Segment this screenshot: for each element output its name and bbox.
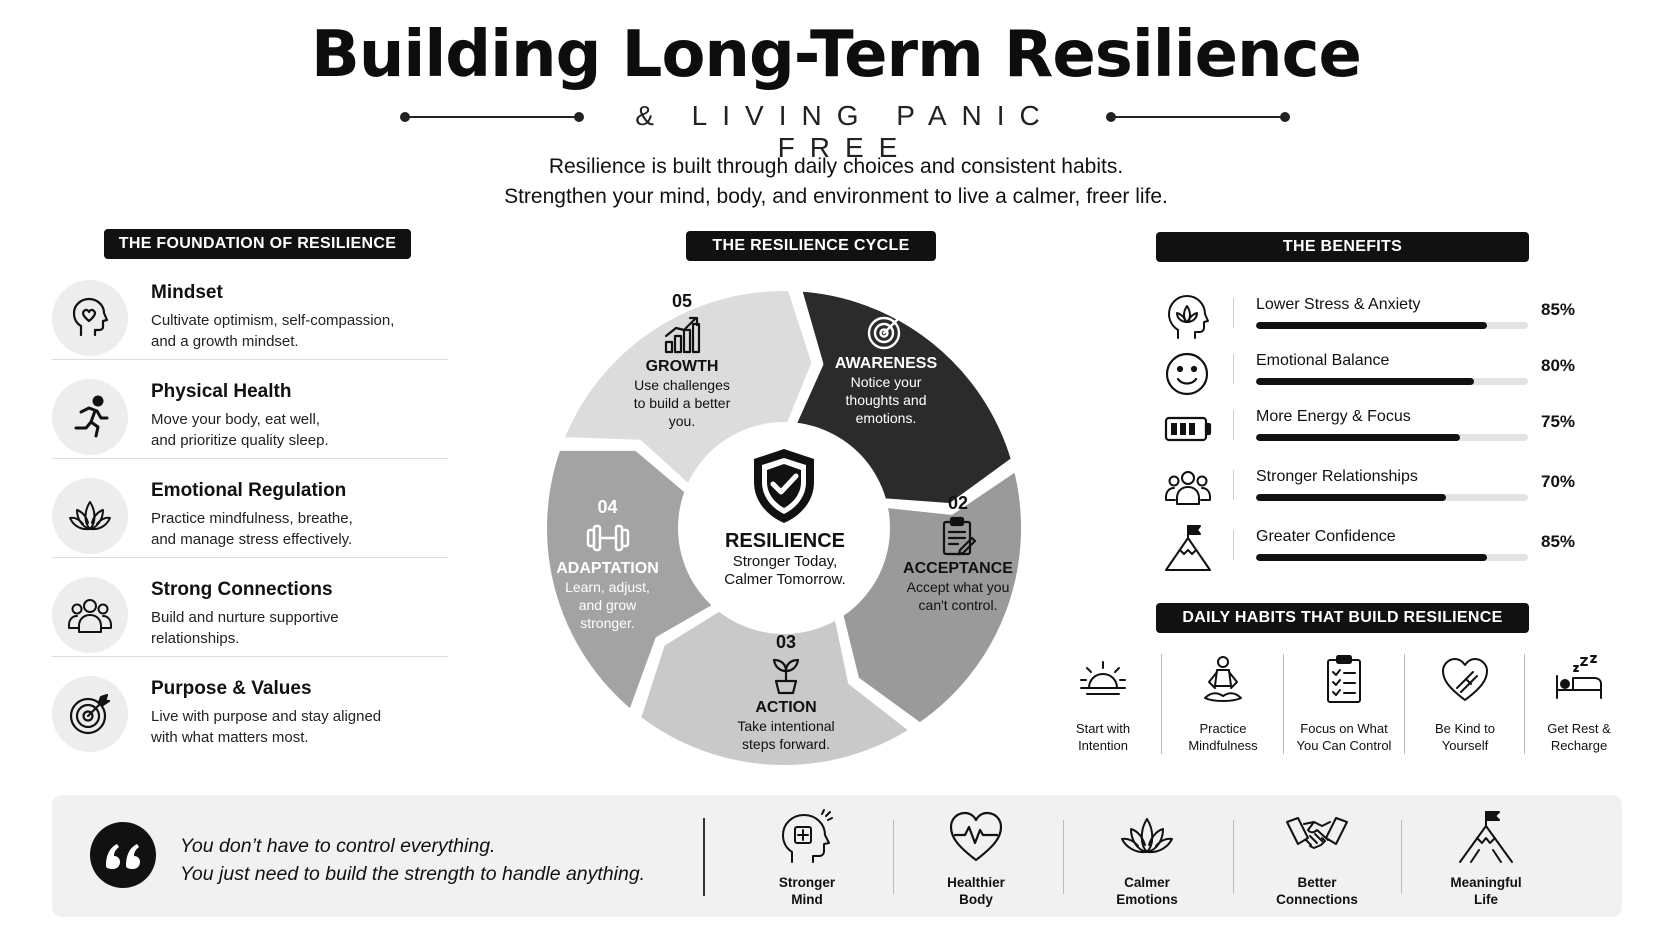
outcome-label bbox=[747, 874, 867, 908]
benefit-percent: 80% bbox=[1541, 356, 1576, 375]
habit-label-line: Practice bbox=[1199, 721, 1247, 736]
benefit-separator bbox=[1233, 410, 1234, 440]
runner-icon bbox=[52, 379, 128, 455]
step-title: GROWTH bbox=[645, 358, 719, 375]
mountain-flag-icon bbox=[1457, 808, 1515, 866]
meditation-icon bbox=[1197, 654, 1249, 706]
checklist-icon bbox=[1318, 654, 1370, 706]
habit-label-line: Focus on What bbox=[1300, 721, 1388, 736]
lotus-icon bbox=[1118, 808, 1176, 866]
quote-line: You don’t have to control everything. bbox=[180, 835, 496, 857]
benefit-label: Emotional Balance bbox=[1256, 352, 1390, 369]
foundation-item-desc bbox=[151, 310, 451, 352]
habit-label-line: Start with bbox=[1075, 721, 1131, 736]
divider-line bbox=[1112, 116, 1282, 118]
desc-line: Move your body, eat well, bbox=[151, 411, 320, 428]
step-number: 01 bbox=[875, 288, 897, 308]
outcome-label bbox=[1257, 874, 1377, 908]
desc-line: with what matters most. bbox=[151, 729, 309, 746]
cycle-step-action bbox=[716, 633, 856, 753]
outcome-divider bbox=[1233, 820, 1234, 894]
benefit-label: Greater Confidence bbox=[1256, 528, 1396, 545]
growth-chart-icon bbox=[662, 314, 702, 354]
habit-item bbox=[1165, 650, 1281, 756]
foundation-item-title: Purpose & Values bbox=[151, 678, 312, 699]
people-icon bbox=[1163, 464, 1213, 514]
battery-icon bbox=[1163, 404, 1213, 454]
sunrise-icon bbox=[1077, 654, 1129, 706]
benefit-bar-track bbox=[1256, 434, 1528, 441]
outcome-label bbox=[1426, 874, 1546, 908]
outcome-label-line: Emotions bbox=[1116, 892, 1178, 907]
step-desc: stronger. bbox=[580, 615, 635, 631]
outcome-item bbox=[747, 808, 867, 908]
habit-divider bbox=[1283, 654, 1284, 754]
foundation-item-strong-connections bbox=[52, 565, 448, 657]
outcome-label-line: Mind bbox=[791, 892, 823, 907]
step-desc: to build a better bbox=[633, 395, 731, 411]
benefit-bar-fill bbox=[1256, 434, 1460, 441]
quote-mark-icon bbox=[90, 822, 156, 888]
benefit-percent: 70% bbox=[1541, 472, 1576, 491]
center-title: RESILIENCE bbox=[724, 530, 846, 552]
desc-line: Practice mindfulness, breathe, bbox=[151, 510, 353, 527]
habit-item bbox=[1045, 650, 1161, 756]
target-icon bbox=[52, 676, 128, 752]
step-title: ACTION bbox=[755, 699, 817, 716]
habit-item bbox=[1521, 650, 1637, 756]
desc-line: and a growth mindset. bbox=[151, 333, 299, 350]
outcome-item bbox=[916, 808, 1036, 908]
cycle-step-growth bbox=[612, 292, 752, 430]
habit-label bbox=[1045, 720, 1161, 754]
divider-line bbox=[408, 116, 578, 118]
step-desc: emotions. bbox=[855, 410, 917, 426]
step-title: AWARENESS bbox=[834, 355, 938, 372]
benefit-bar-track bbox=[1256, 494, 1528, 501]
desc-line: relationships. bbox=[151, 630, 240, 647]
foundation-item-purpose-values bbox=[52, 664, 448, 756]
benefit-percent: 85% bbox=[1541, 300, 1576, 319]
cycle-center-text bbox=[690, 530, 880, 589]
step-number: 05 bbox=[671, 291, 693, 311]
step-number: 02 bbox=[947, 493, 969, 513]
cycle-step-awareness bbox=[816, 289, 956, 427]
foundation-item-mindset bbox=[52, 268, 448, 360]
benefit-separator bbox=[1233, 530, 1234, 560]
benefit-separator bbox=[1233, 470, 1234, 500]
outcome-item bbox=[1257, 808, 1377, 908]
habit-divider bbox=[1404, 654, 1405, 754]
foundation-item-emotional-regulation bbox=[52, 466, 448, 558]
divider-dot bbox=[574, 112, 584, 122]
clipboard-icon bbox=[938, 516, 978, 556]
benefit-row bbox=[1155, 462, 1575, 518]
lotus-head-icon bbox=[1163, 292, 1213, 342]
foundation-item-title: Physical Health bbox=[151, 381, 292, 402]
head-plus-icon bbox=[778, 808, 836, 866]
cycle-step-acceptance bbox=[888, 494, 1028, 614]
intro-text bbox=[0, 152, 1672, 212]
benefit-bar-track bbox=[1256, 322, 1528, 329]
desc-line: Build and nurture supportive bbox=[151, 609, 339, 626]
benefits-heading: THE BENEFITS bbox=[1156, 232, 1529, 262]
step-desc: Use challenges bbox=[634, 377, 730, 393]
desc-line: Cultivate optimism, self-compassion, bbox=[151, 312, 395, 329]
intro-line: Strengthen your mind, body, and environment to live a calmer, freer life. bbox=[504, 185, 1168, 208]
step-desc: you. bbox=[668, 413, 696, 429]
foundation-item-desc bbox=[151, 607, 451, 649]
foundation-item-title: Strong Connections bbox=[151, 579, 333, 600]
benefit-label: More Energy & Focus bbox=[1256, 408, 1411, 425]
step-desc: and grow bbox=[578, 597, 637, 613]
people-icon bbox=[52, 577, 128, 653]
subtitle-row bbox=[400, 100, 1290, 163]
benefit-row bbox=[1155, 290, 1575, 346]
habit-label-line: You Can Control bbox=[1296, 738, 1392, 753]
step-desc: steps forward. bbox=[742, 736, 830, 752]
habit-label bbox=[1407, 720, 1523, 754]
page-subtitle: & LIVING PANIC FREE bbox=[635, 100, 1055, 163]
foundation-item-physical-health bbox=[52, 367, 448, 459]
outcome-divider bbox=[893, 820, 894, 894]
outcome-label-line: Calmer bbox=[1124, 875, 1170, 890]
step-title: ACCEPTANCE bbox=[903, 560, 1013, 577]
bed-icon bbox=[1553, 654, 1605, 706]
foundation-item-desc bbox=[151, 508, 451, 550]
habit-divider bbox=[1161, 654, 1162, 754]
quote-divider bbox=[703, 818, 705, 896]
outcome-label-line: Meaningful bbox=[1450, 875, 1522, 890]
habit-label-line: Get Rest & bbox=[1547, 721, 1611, 736]
step-number: 04 bbox=[597, 497, 618, 517]
shield-check-icon bbox=[748, 446, 820, 526]
benefit-bar-fill bbox=[1256, 494, 1446, 501]
habit-label-line: Mindfulness bbox=[1188, 738, 1258, 753]
step-desc: Notice your bbox=[850, 374, 922, 390]
quote-text bbox=[180, 832, 645, 888]
outcome-label-line: Better bbox=[1297, 875, 1337, 890]
outcome-label-line: Body bbox=[959, 892, 993, 907]
benefit-separator bbox=[1233, 354, 1234, 384]
step-desc: thoughts and bbox=[845, 392, 927, 408]
habit-item bbox=[1407, 650, 1523, 756]
head-heart-icon bbox=[52, 280, 128, 356]
step-desc: Accept what you bbox=[906, 579, 1010, 595]
benefit-bar-track bbox=[1256, 378, 1528, 385]
benefit-percent: 75% bbox=[1541, 412, 1576, 431]
outcome-label-line: Stronger bbox=[778, 875, 836, 890]
step-title: ADAPTATION bbox=[556, 560, 659, 577]
benefit-row bbox=[1155, 522, 1575, 578]
benefit-separator bbox=[1233, 298, 1234, 328]
desc-line: and prioritize quality sleep. bbox=[151, 432, 329, 449]
cycle-heading: THE RESILIENCE CYCLE bbox=[686, 231, 936, 261]
sprout-icon bbox=[766, 655, 806, 695]
foundation-item-desc bbox=[151, 409, 451, 451]
outcome-label bbox=[1087, 874, 1207, 908]
target-icon bbox=[866, 311, 906, 351]
lotus-icon bbox=[52, 478, 128, 554]
step-desc: can't control. bbox=[918, 597, 998, 613]
dumbbell-icon bbox=[584, 520, 632, 556]
foundation-item-desc bbox=[151, 706, 451, 748]
outcome-divider bbox=[1401, 820, 1402, 894]
outcome-label-line: Healthier bbox=[947, 875, 1005, 890]
habit-label bbox=[1521, 720, 1637, 754]
outcome-item bbox=[1426, 808, 1546, 908]
page-title: Building Long-Term Resilience bbox=[311, 18, 1361, 92]
habit-label bbox=[1165, 720, 1281, 754]
step-desc: Take intentional bbox=[737, 718, 835, 734]
foundation-item-title: Emotional Regulation bbox=[151, 480, 347, 501]
habit-label bbox=[1286, 720, 1402, 754]
mountain-flag-icon bbox=[1163, 524, 1213, 574]
habit-label-line: Intention bbox=[1078, 738, 1128, 753]
quote-line: You just need to build the strength to handle anything. bbox=[180, 863, 646, 885]
benefit-percent: 85% bbox=[1541, 532, 1576, 551]
outcome-item bbox=[1087, 808, 1207, 908]
heartbeat-icon bbox=[947, 808, 1005, 866]
outcome-label-line: Life bbox=[1473, 892, 1498, 907]
outcome-label-line: Connections bbox=[1276, 892, 1358, 907]
foundation-heading: THE FOUNDATION OF RESILIENCE bbox=[104, 229, 411, 259]
benefit-label: Stronger Relationships bbox=[1256, 468, 1418, 485]
intro-line: Resilience is built through daily choices and consistent habits. bbox=[548, 155, 1124, 178]
handshake-icon bbox=[1284, 808, 1350, 866]
desc-line: and manage stress effectively. bbox=[151, 531, 353, 548]
smiley-icon bbox=[1163, 348, 1213, 398]
habit-item bbox=[1286, 650, 1402, 756]
habit-label-line: Be Kind to bbox=[1435, 721, 1495, 736]
outcome-divider bbox=[1063, 820, 1064, 894]
cycle-step-adaptation bbox=[540, 498, 675, 632]
outcome-label bbox=[916, 874, 1036, 908]
quote-glyph bbox=[90, 822, 156, 888]
benefit-bar-track bbox=[1256, 554, 1528, 561]
benefit-bar-fill bbox=[1256, 378, 1474, 385]
divider-dot bbox=[1280, 112, 1290, 122]
benefit-row bbox=[1155, 346, 1575, 402]
step-number: 03 bbox=[775, 632, 797, 652]
heart-bandage-icon bbox=[1439, 654, 1491, 706]
benefit-bar-fill bbox=[1256, 554, 1487, 561]
center-subtitle: Stronger Today, bbox=[732, 553, 838, 570]
benefit-row bbox=[1155, 402, 1575, 458]
benefit-label: Lower Stress & Anxiety bbox=[1256, 296, 1421, 313]
habit-label-line: Yourself bbox=[1441, 738, 1489, 753]
step-desc: Learn, adjust, bbox=[565, 579, 650, 595]
benefit-bar-fill bbox=[1256, 322, 1487, 329]
habits-heading: DAILY HABITS THAT BUILD RESILIENCE bbox=[1156, 603, 1529, 633]
habit-label-line: Recharge bbox=[1550, 738, 1608, 753]
center-subtitle: Calmer Tomorrow. bbox=[724, 571, 846, 588]
desc-line: Live with purpose and stay aligned bbox=[151, 708, 382, 725]
foundation-item-title: Mindset bbox=[151, 282, 223, 303]
